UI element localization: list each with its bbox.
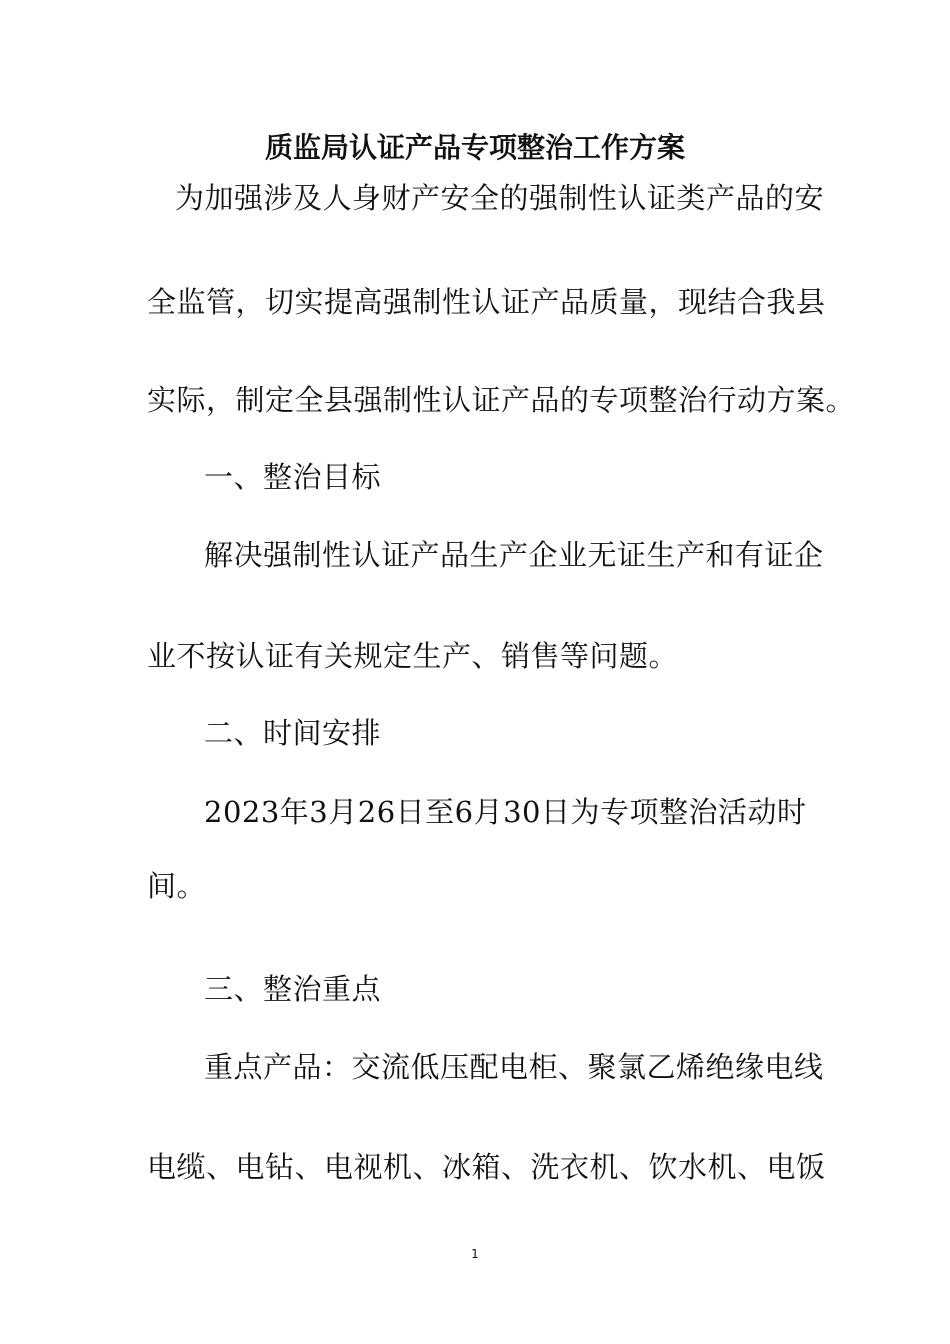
page-number: 1 [471, 1247, 479, 1261]
paragraph-line: 间。 [147, 869, 207, 903]
section-heading: 一、整治目标 [204, 460, 382, 494]
paragraph-line: 解决强制性认证产品生产企业无证生产和有证企 [204, 538, 824, 572]
paragraph-line: 业不按认证有关规定生产、销售等问题。 [147, 639, 679, 673]
section-heading: 二、时间安排 [204, 716, 382, 750]
paragraph-line: 电缆、电钻、电视机、冰箱、洗衣机、饮水机、电饭 [147, 1150, 826, 1184]
paragraph-line: 重点产品：交流低压配电柜、聚氯乙烯绝缘电线 [204, 1050, 824, 1084]
paragraph-line: 实际，制定全县强制性认证产品的专项整治行动方案。 [147, 383, 856, 417]
paragraph-line: 为加强涉及人身财产安全的强制性认证类产品的安 [175, 181, 825, 215]
paragraph-line: 全监管，切实提高强制性认证产品质量，现结合我县 [147, 285, 826, 319]
document-title: 质监局认证产品专项整治工作方案 [264, 131, 685, 164]
paragraph-line: 2023年3月26日至6月30日为专项整治活动时 [204, 795, 807, 829]
section-heading: 三、整治重点 [204, 972, 382, 1006]
